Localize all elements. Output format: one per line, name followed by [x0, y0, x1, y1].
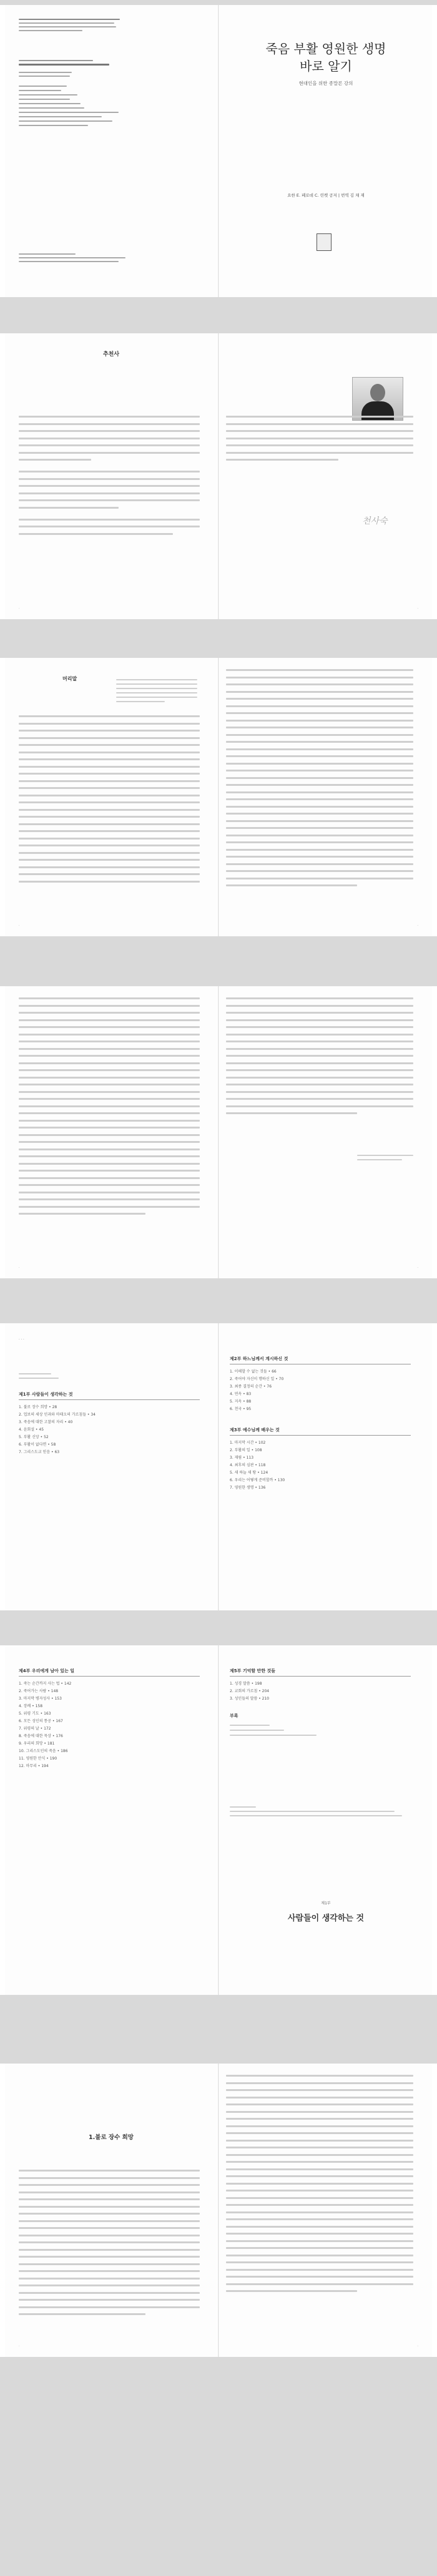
- toc-item[interactable]: 5. 부활 신앙 • 52: [19, 1435, 49, 1439]
- preface-title: 추천사: [102, 351, 120, 358]
- toc-item[interactable]: 9. 우리의 희망 • 181: [19, 1741, 55, 1746]
- toc-item[interactable]: 8. 죽음에 대한 묵상 • 176: [19, 1734, 63, 1738]
- toc-item[interactable]: 4. 장례 • 158: [19, 1704, 43, 1708]
- part1-label: 제1부: [321, 1901, 331, 1906]
- copyright-block-top: [19, 19, 125, 34]
- author-photo: [352, 377, 403, 421]
- intro-page-right: ·: [220, 658, 432, 936]
- toc-item[interactable]: 3. 죽음에 대한 고찰의 자리 • 40: [19, 1420, 73, 1424]
- title-page: [220, 5, 432, 297]
- book-title-line2: 바로 알기: [300, 59, 352, 74]
- toc-item[interactable]: 7. 영원한 생명 • 136: [230, 1486, 266, 1490]
- spread-part-divider: [5, 1851, 432, 1995]
- toc-item[interactable]: 6. 모든 성인의 통공 • 167: [19, 1719, 63, 1723]
- chapter1-text-right: [226, 2075, 413, 2298]
- toc-notes: [230, 1806, 417, 1819]
- toc-item[interactable]: 6. 부활이 없다면 • 58: [19, 1442, 56, 1447]
- toc-item[interactable]: 11. 영원한 안식 • 190: [19, 1756, 57, 1761]
- spread-chapter-1: [5, 2064, 432, 2357]
- toc-item[interactable]: 2. 죽어가는 사람 • 148: [19, 1689, 59, 1693]
- spread-preface: [5, 333, 432, 619]
- toc-item[interactable]: 1. 성경 말씀 • 198: [230, 1682, 262, 1686]
- toc-label: · · ·: [19, 1338, 24, 1341]
- part1-title: 사람들이 생각하는 것: [287, 1914, 365, 1923]
- preface-text-right: [226, 416, 413, 466]
- author-line: 요한 E. 페로데 C. 린켓 공저 | 번역 김 채 재: [287, 193, 365, 198]
- toc-item[interactable]: 1. 이해할 수 없는 것들 • 66: [230, 1369, 277, 1374]
- page-number-left: ·: [19, 607, 20, 610]
- spread-title: [5, 5, 432, 297]
- gutter: [218, 5, 219, 297]
- spread-intro-cont: [5, 986, 432, 1278]
- intro-page-left: 머리말 ·: [5, 658, 217, 936]
- toc-item[interactable]: 1. 마지막 시간 • 102: [230, 1441, 266, 1445]
- toc-item[interactable]: 5. 지옥 • 88: [230, 1399, 252, 1404]
- toc-item[interactable]: 3. 재림 • 113: [230, 1456, 254, 1460]
- toc-appendix-heading[interactable]: 부록: [230, 1713, 238, 1718]
- page-number-right: ·: [417, 607, 418, 610]
- chapter1-title: 1.불로 장수 희망: [89, 2134, 134, 2141]
- book-subtitle: 현대인을 위한 종말론 강의: [298, 81, 353, 86]
- toc-item[interactable]: 3. 최종 결정의 순간 • 76: [230, 1384, 272, 1389]
- spread-toc-2: [5, 1645, 432, 1851]
- toc-item[interactable]: 3. 마지막 병자성사 • 153: [19, 1697, 62, 1701]
- intro-title: 머리말: [62, 676, 77, 682]
- toc-part2-heading[interactable]: 제2부 하느님께서 계시하신 것: [230, 1356, 411, 1364]
- spread-toc-1: [5, 1323, 432, 1610]
- toc-item[interactable]: 2. 죽어야 자신이 행하신 일 • 70: [230, 1377, 284, 1381]
- preface-page-left: [5, 333, 217, 619]
- toc-page-right: [220, 1323, 432, 1610]
- copyright-block-bottom: [19, 253, 137, 265]
- copyright-page: [5, 5, 217, 297]
- toc-item[interactable]: 4. 최후의 심판 • 118: [230, 1463, 266, 1467]
- toc-item[interactable]: 7. 그리스도교 믿음 • 63: [19, 1450, 60, 1454]
- toc-item[interactable]: 6. 천국 • 95: [230, 1407, 252, 1411]
- intro-epigraph: [116, 679, 197, 705]
- toc2-page-right: [220, 1645, 432, 1851]
- toc-part4-heading[interactable]: 제4부 우리에게 남아 있는 일: [19, 1668, 200, 1677]
- intro-cont-right: ·: [220, 986, 432, 1278]
- toc-item[interactable]: 2. 업보의 세상 인과와 마태오의 가르침들 • 34: [19, 1413, 96, 1417]
- intro-text-left: [19, 715, 200, 888]
- book-title-line1: 죽음 부활 영원한 생명: [265, 41, 386, 56]
- toc-item[interactable]: 2. 교회의 가르침 • 204: [230, 1689, 270, 1693]
- toc-part5-heading[interactable]: 제5부 기억할 만한 것들: [230, 1668, 411, 1677]
- part1-divider-page: [220, 1851, 432, 1995]
- toc-page-left: [5, 1323, 217, 1610]
- toc-item[interactable]: 10. 그리스도인의 죽음 • 186: [19, 1749, 68, 1753]
- toc-item[interactable]: 3. 성인들의 말씀 • 210: [230, 1697, 270, 1701]
- intro-text-right: [226, 669, 413, 892]
- toc-item[interactable]: 6. 우리는 어떻게 준비할까 • 130: [230, 1478, 285, 1482]
- toc-item[interactable]: 5. 위령 기도 • 163: [19, 1712, 51, 1716]
- copyright-block-mid: [19, 60, 125, 129]
- preface-text-left: [19, 416, 200, 540]
- intro-signoff: [357, 1155, 413, 1166]
- toc-item[interactable]: 4. 연옥 • 83: [230, 1392, 252, 1396]
- toc2-page-left: [5, 1645, 217, 1851]
- intro-cont-left: ·: [5, 986, 217, 1278]
- publisher-logo: [317, 233, 331, 251]
- toc-part1-heading[interactable]: 제1부 사람들이 생각하는 것: [19, 1391, 200, 1400]
- toc-item[interactable]: 12. 마무리 • 194: [19, 1764, 49, 1768]
- preface-signature: 천사숙: [362, 516, 388, 526]
- toc-item[interactable]: 1. 불로 장수 희망 • 28: [19, 1405, 57, 1409]
- preface-page-right: [220, 333, 432, 619]
- chapter1-text-left: [19, 2170, 200, 2321]
- toc-item[interactable]: 4. 윤회설 • 45: [19, 1428, 44, 1432]
- toc-item[interactable]: 1. 죽는 순간까지 사는 법 • 142: [19, 1682, 72, 1686]
- chapter1-page-right: ·: [220, 2064, 432, 2357]
- toc-item[interactable]: 2. 부활의 일 • 108: [230, 1448, 262, 1452]
- spread-intro: [5, 658, 432, 936]
- toc-item[interactable]: 7. 위령의 날 • 172: [19, 1726, 51, 1731]
- toc-item[interactable]: 5. 새 하늘 새 땅 • 124: [230, 1471, 268, 1475]
- chapter1-page-left: 1.불로 장수 희망 ·: [5, 2064, 217, 2357]
- toc-part3-heading[interactable]: 제3부 예수님께 배우는 것: [230, 1427, 411, 1436]
